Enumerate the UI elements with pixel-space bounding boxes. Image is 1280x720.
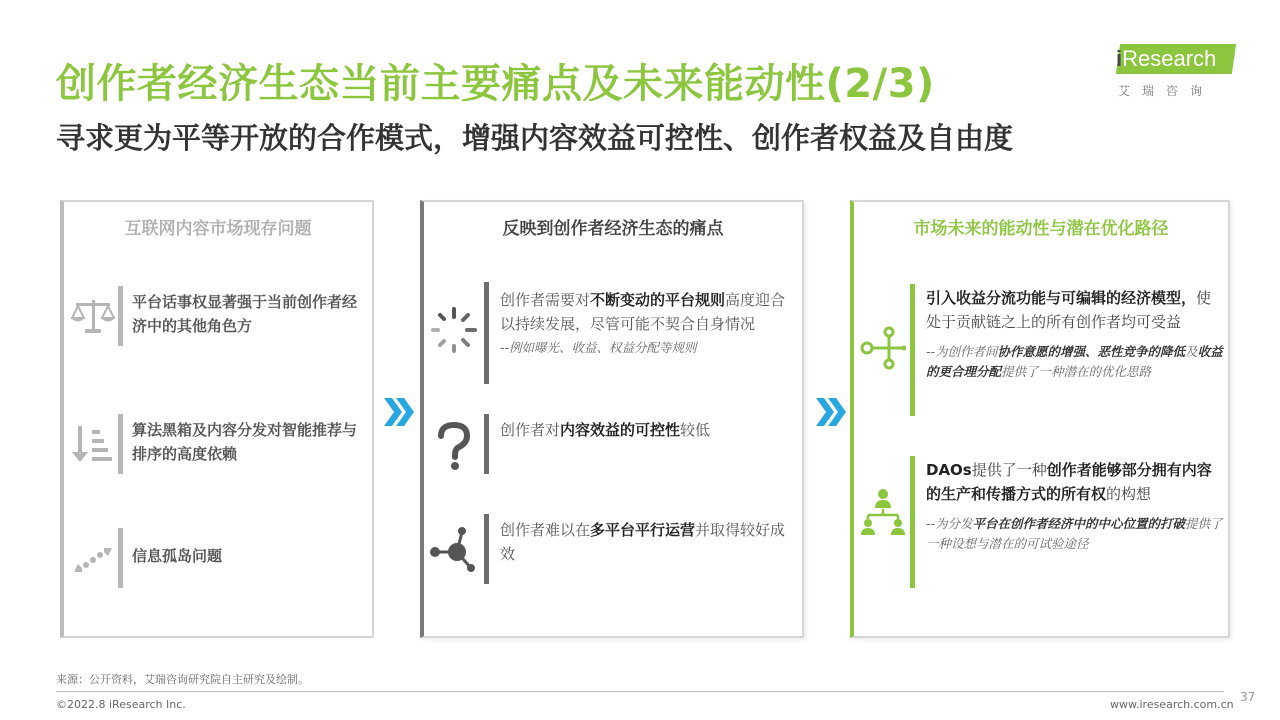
scale-icon bbox=[70, 296, 116, 336]
pain-item bbox=[424, 414, 804, 476]
panel-current-problems bbox=[60, 200, 374, 638]
text-plain: 创作者需要对 bbox=[500, 291, 591, 309]
panel-header: 市场未来的能动性与潜在优化路径 bbox=[913, 219, 1169, 239]
pain-item bbox=[424, 282, 804, 386]
logo-wordmark bbox=[1116, 46, 1216, 72]
problem-text: 平台话事权显著强于当前创作者经济中的其他角色方 bbox=[132, 293, 358, 335]
panel-pain-points bbox=[420, 200, 804, 638]
logo-cn: 艾瑞咨询 bbox=[1118, 84, 1215, 98]
iresearch-logo bbox=[1114, 44, 1244, 100]
note-plain: --为分发 bbox=[926, 516, 973, 531]
page-subtitle: 寻求更为平等开放的合作模式，增强内容效益可控性、创作者权益及自由度 bbox=[56, 121, 1014, 155]
logo-i: i bbox=[1116, 46, 1123, 71]
path-note bbox=[926, 514, 1226, 554]
text-emphasis: 引入收益分流功能与可编辑的经济模型， bbox=[926, 289, 1197, 307]
note-plain: 提供了一种设想与潜在的可试验途径 bbox=[926, 516, 1223, 551]
note-emphasis: 收益的更合理分配 bbox=[926, 344, 1223, 379]
page-title: 创作者经济生态当前主要痛点及未来能动性(2/3) bbox=[56, 61, 935, 107]
text-plain: 创作者难以在 bbox=[500, 521, 591, 539]
problem-item bbox=[64, 414, 374, 476]
pain-note: --例如曝光、收益、权益分配等规则 bbox=[500, 340, 697, 355]
logo-research: Research bbox=[1122, 46, 1217, 71]
problem-text: 信息孤岛问题 bbox=[132, 547, 223, 565]
path-item bbox=[854, 456, 1230, 590]
item-bar bbox=[118, 528, 123, 588]
item-bar bbox=[910, 284, 915, 416]
panel-future-paths bbox=[850, 200, 1230, 638]
text-emphasis: 多平台平行运营 bbox=[590, 521, 696, 539]
note-plain: 及 bbox=[1185, 344, 1198, 359]
text-plain: 提供了一种 bbox=[971, 461, 1047, 479]
sort-list-icon bbox=[70, 424, 116, 466]
org-people-icon bbox=[860, 488, 906, 536]
pain-text bbox=[500, 288, 796, 336]
path-text bbox=[926, 458, 1226, 506]
text-emphasis: 创作者能够部分拥有内容的生产和传播方式的所有权 bbox=[926, 461, 1212, 503]
item-bar bbox=[484, 282, 489, 384]
hub-nodes-icon bbox=[430, 524, 480, 574]
text-plain: 较低 bbox=[680, 421, 711, 439]
path-text bbox=[926, 286, 1226, 334]
problem-item bbox=[64, 286, 374, 348]
text-plain: 创作者对 bbox=[500, 421, 561, 439]
text-emphasis: 内容效益的可控性 bbox=[560, 421, 681, 439]
branch-flow-icon bbox=[860, 326, 906, 370]
loading-spinner-icon bbox=[430, 306, 478, 354]
panel-header: 互联网内容市场现存问题 bbox=[124, 219, 312, 239]
note-plain: --为创作者间 bbox=[926, 344, 998, 359]
path-note bbox=[926, 342, 1226, 382]
text-emphasis: 不断变动的平台规则 bbox=[590, 291, 726, 309]
item-bar bbox=[118, 286, 123, 346]
text-plain: 高度迎合以持续发展，尽管可能不契合自身情况 bbox=[500, 291, 786, 333]
note-emphasis: 协作意愿的增强、恶性竞争的降低 bbox=[997, 344, 1186, 359]
chevron-right-icon bbox=[814, 394, 846, 430]
item-bar bbox=[484, 414, 489, 474]
panel-header: 反映到创作者经济生态的痛点 bbox=[502, 219, 724, 239]
path-item bbox=[854, 284, 1230, 418]
website-link[interactable]: www.iresearch.com.cn bbox=[1110, 698, 1234, 711]
source-note: 来源：公开资料，艾瑞咨询研究院自主研究及绘制。 bbox=[56, 673, 309, 686]
chevron-right-icon bbox=[382, 394, 414, 430]
pain-text bbox=[500, 518, 796, 566]
text-plain: 并取得较好成效 bbox=[500, 521, 786, 563]
note-plain: 提供了一种潜在的优化思路 bbox=[1001, 364, 1152, 379]
text-emphasis: DAOs bbox=[926, 461, 972, 479]
pain-text bbox=[500, 418, 796, 442]
note-emphasis: 平台在创作者经济中的中心位置的打破 bbox=[972, 516, 1186, 531]
item-bar bbox=[910, 456, 915, 588]
item-bar bbox=[484, 514, 489, 584]
text-plain: 使处于贡献链之上的所有创作者均可受益 bbox=[926, 289, 1212, 331]
problem-text: 算法黑箱及内容分发对智能推荐与排序的高度依赖 bbox=[132, 421, 358, 463]
item-bar bbox=[118, 414, 123, 474]
problem-item bbox=[64, 528, 374, 590]
text-plain: 的构想 bbox=[1106, 485, 1152, 503]
page-number: 37 bbox=[1240, 690, 1256, 704]
question-mark-icon bbox=[436, 422, 472, 472]
pain-item bbox=[424, 514, 804, 586]
footer-divider bbox=[56, 691, 1224, 692]
isolated-arrows-icon bbox=[70, 544, 116, 578]
copyright: ©2022.8 iResearch Inc. bbox=[56, 698, 186, 711]
